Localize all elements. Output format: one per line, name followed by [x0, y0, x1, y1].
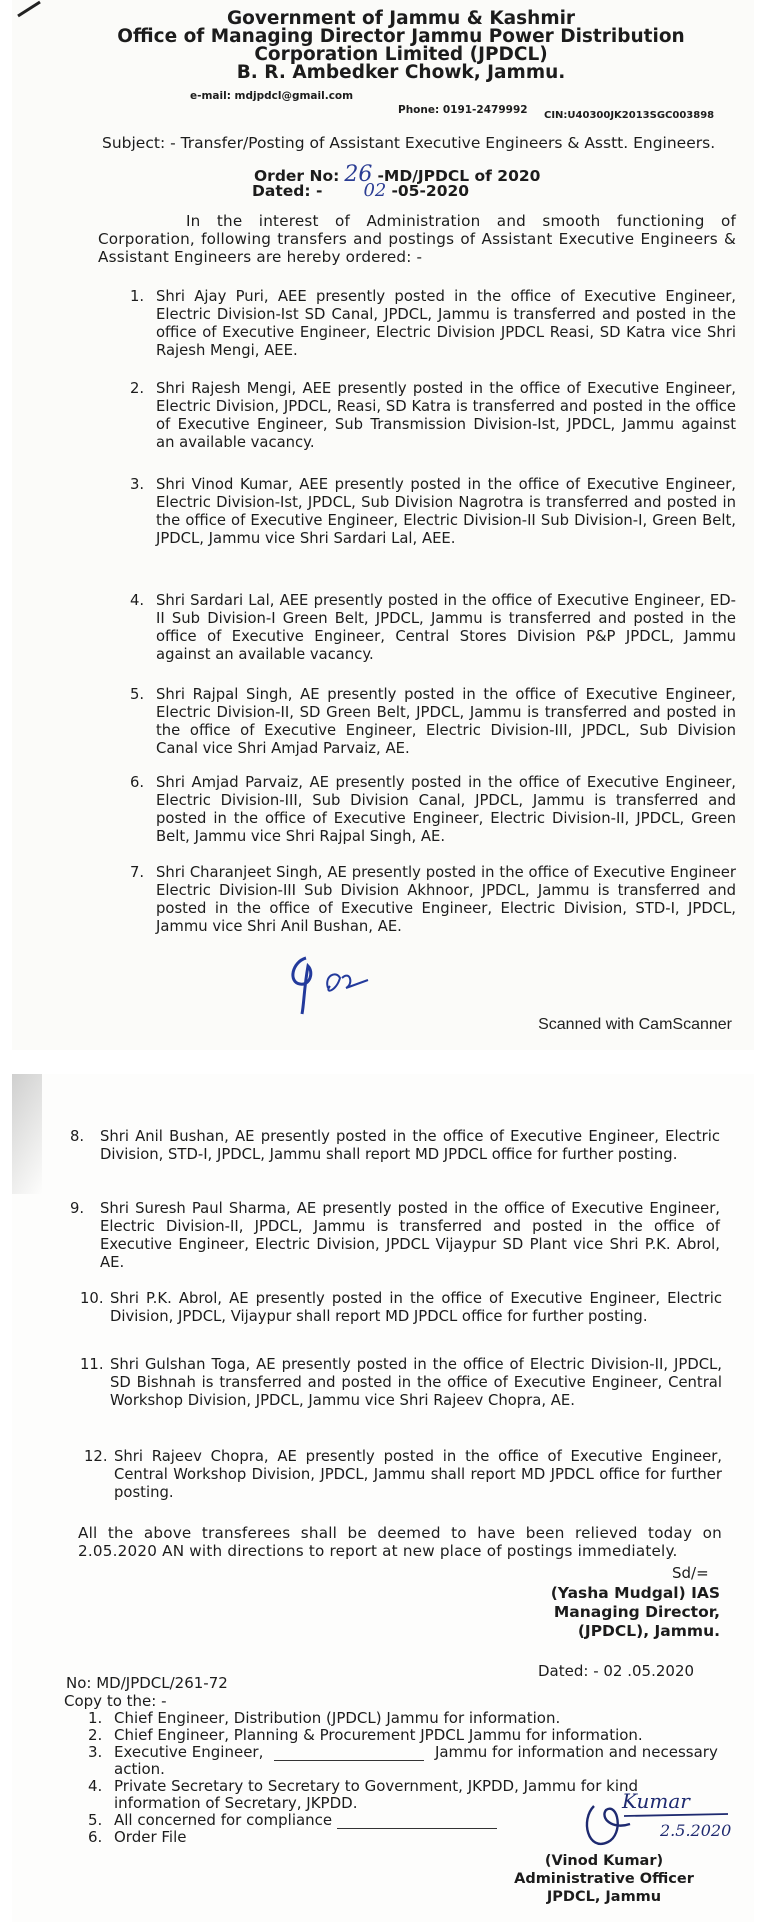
- list-item: 11. Shri Gulshan Toga, AE presently posted in the office of Electric Division-II, JPDCL, SD Bishnah is transferred and posted in the office of Executive Engineer, Central Workshop Division, JPDCL, Jammu vice Shri Rajeev Chopra, AE.: [80, 1356, 722, 1409]
- list-item: 2. Shri Rajesh Mengi, AEE presently posted in the office of Executive Engineer, Electric Division, JPDCL, Reasi, SD Katra is transferred and posted in the office of Executive Engineer, Sub Transmission Division-Ist, JPDCL, Jammu against an available vacancy.: [130, 380, 736, 451]
- page-gap: [0, 1050, 766, 1074]
- header-email: e-mail: mdjpdcl@gmail.com: [190, 90, 354, 102]
- header-cin: CIN:U40300JK2013SGC003898: [544, 110, 715, 121]
- subject-line: Subject: - Transfer/Posting of Assistant Executive Engineers & Asstt. Engineers.: [102, 134, 716, 152]
- camscanner-watermark: Scanned with CamScanner: [538, 1016, 732, 1033]
- order-number-handwritten: 26: [344, 162, 373, 187]
- copy-item: 2. Chief Engineer, Planning & Procurement JPDCL Jammu for information.: [88, 1726, 643, 1744]
- header-office: Office of Managing Director Jammu Power Distribution: [117, 26, 685, 47]
- list-item: 6. Shri Amjad Parvaiz, AE presently posted in the office of Executive Engineer, Electric Division-III, Sub Division Canal, JPDCL, Jammu is transferred and posted in the office of Executive Engineer, Electric Division-II, JPDCL, Green Belt, Jammu vice Shri Rajpal Singh, AE.: [130, 774, 736, 845]
- header-government: Government of Jammu & Kashmir: [226, 8, 576, 29]
- header-corporation: Corporation Limited (JPDCL): [254, 44, 548, 65]
- copy-item: 6. Order File: [88, 1828, 187, 1846]
- order-label: Order No:: [254, 167, 340, 185]
- officer-org: JPDCL, Jammu: [546, 1889, 662, 1905]
- order-suffix: -MD/JPDCL of 2020: [377, 167, 541, 185]
- signature-word: Kumar: [622, 1789, 690, 1813]
- list-item: 5. Shri Rajpal Singh, AE presently posted in the office of Executive Engineer, Electric Division-II, SD Green Belt, JPDCL, Jammu is transferred and posted in the office of Executive Engineer, Electric Division-III, JPDCL, Sub Division Canal vice Shri Amjad Parvaiz, AE.: [130, 686, 736, 757]
- signatory-block: [420, 1584, 720, 1641]
- list-item: 3. Shri Vinod Kumar, AEE presently posted in the office of Executive Engineer, Electric Division-Ist, JPDCL, Sub Division Nagrotra is transferred and posted in the office of Executive Engineer, Electric Division-II Sub Division-I, Green Belt, JPDCL, Jammu vice Shri Sardari Lal, AEE.: [130, 476, 736, 547]
- dated-label: Dated: -: [252, 182, 323, 200]
- dated-handwritten: 02: [363, 180, 387, 201]
- list-item: 8. Shri Anil Bushan, AE presently posted in the office of Executive Engineer, Electric Division, STD-I, JPDCL, Jammu shall report MD JPDCL office for further posting.: [70, 1128, 720, 1163]
- officer-name: (Vinod Kumar): [544, 1853, 664, 1869]
- page-fold-shadow: [12, 1074, 42, 1194]
- signatory-title: Managing Director,: [553, 1603, 720, 1621]
- signatory-name: (Yasha Mudgal) IAS: [550, 1584, 720, 1602]
- copy-item: 3. Executive Engineer, Jammu for information and necessary action.: [88, 1743, 718, 1778]
- header-address: B. R. Ambedker Chowk, Jammu.: [236, 62, 566, 83]
- list-item: 9. Shri Suresh Paul Sharma, AE presently posted in the office of Executive Engineer, Electric Division-II, JPDCL, Jammu is transferred and posted in the office of Executive Engineer, Electric Division, JPDCL Vijaypur SD Plant vice Shri P.K. Abrol, AE.: [70, 1200, 720, 1271]
- copy-item: 5. All concerned for compliance: [88, 1812, 728, 1829]
- closing-paragraph: All the above transferees shall be deemed to have been relieved today on 2.05.2020 AN with directions to report at new place of postings immediately.: [78, 1524, 722, 1560]
- signature-date: 2.5.2020: [660, 1821, 732, 1840]
- dated-line: Dated: - 02 .05.2020: [538, 1662, 695, 1680]
- list-item: 4. Shri Sardari Lal, AEE presently posted in the office of Executive Engineer, ED-II Sub Division-I Green Belt, JPDCL, Jammu is transferred and posted in the office of Executive Engineer, Central Stores Division P&P JPDCL, Jammu against an available vacancy.: [130, 592, 736, 663]
- sd-mark: Sd/=: [672, 1564, 709, 1582]
- officer-title: Administrative Officer: [514, 1871, 694, 1887]
- copy-item: 1. Chief Engineer, Distribution (JPDCL) Jammu for information.: [88, 1709, 561, 1727]
- copy-to-label: Copy to the: -: [64, 1692, 167, 1710]
- blank-line: [274, 1760, 424, 1761]
- copy-item: 4. Private Secretary to Secretary to Government, JKPDD, Jammu for kind information of Secretary, JKPDD.: [88, 1777, 639, 1812]
- list-item: 1. Shri Ajay Puri, AEE presently posted in the office of Executive Engineer, Electric Division-Ist SD Canal, JPDCL, Jammu is transferred and posted in the office of Executive Engineer, Electric Division JPDCL Reasi, SD Katra vice Shri Rajesh Mengi, AEE.: [130, 288, 736, 359]
- list-item: 7. Shri Charanjeet Singh, AE presently posted in the office of Executive Engineer Electric Division-III Sub Division Akhnoor, JPDCL, Jammu is transferred and posted in the office of Executive Engineer, Electric Division, STD-I, JPDCL, Jammu vice Shri Anil Bushan, AE.: [130, 864, 736, 935]
- handwritten-signature: [578, 1782, 748, 1862]
- list-item: 10. Shri P.K. Abrol, AE presently posted in the office of Executive Engineer, Electric Division, JPDCL, Vijaypur shall report MD JPDCL office for further posting.: [80, 1290, 722, 1325]
- signatory-org: (JPDCL), Jammu.: [577, 1622, 720, 1640]
- reference-number: No: MD/JPDCL/261-72: [66, 1674, 228, 1692]
- header-phone: Phone: 0191-2479992: [398, 104, 528, 116]
- intro-paragraph: In the interest of Administration and smooth functioning of Corporation, following transfers and postings of Assistant Executive Engineers & Assistant Engineers are hereby ordered: -: [98, 212, 736, 266]
- list-item: 12. Shri Rajeev Chopra, AE presently posted in the office of Executive Engineer, Central Workshop Division, JPDCL, Jammu shall report MD JPDCL office for further posting.: [84, 1448, 722, 1501]
- handwritten-initials-signature: [284, 948, 384, 1018]
- order-date: [252, 180, 469, 201]
- scanned-page-2: [12, 1074, 754, 1922]
- officer-block: [454, 1852, 714, 1906]
- dated-suffix: -05-2020: [391, 182, 470, 200]
- scanned-page-1: [12, 0, 754, 1050]
